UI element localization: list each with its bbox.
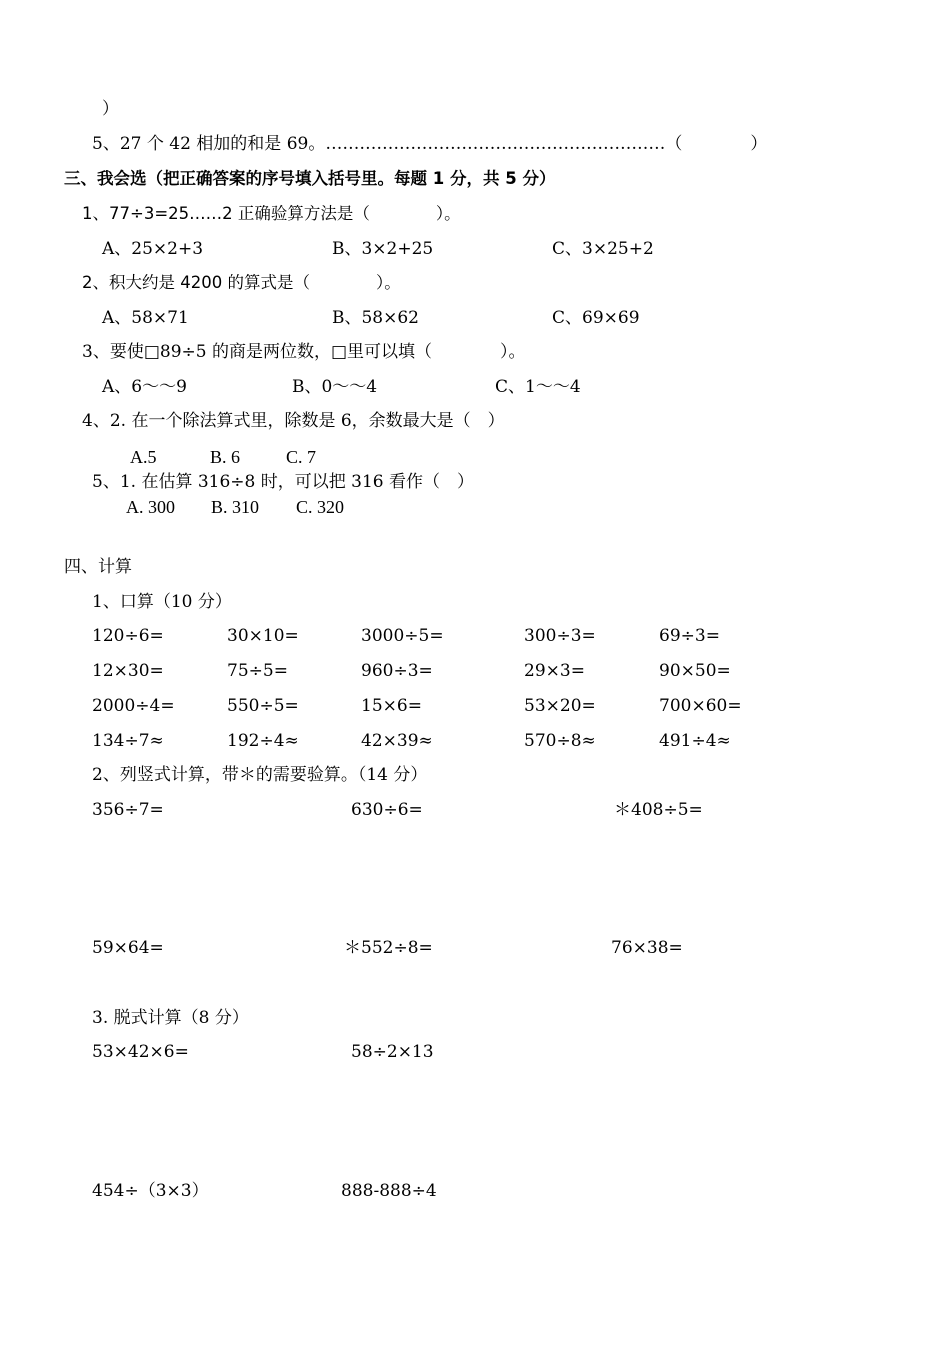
stepwise-calc-title: 3. 脱式计算（8 分） [92, 1008, 249, 1028]
q5-text: 在估算 316÷8 时，可以把 316 看作（ ） [141, 472, 475, 492]
stepwise-item: 454÷（3×3） [92, 1181, 209, 1201]
oral-item: 700×60= [659, 696, 742, 716]
oral-item: 69÷3= [659, 626, 720, 646]
oral-item: 12×30= [92, 661, 164, 681]
section4-heading: 四、计算 [64, 557, 132, 577]
q4-prefix: 4、2. [82, 411, 127, 431]
q4-option-b: B. 6 [210, 447, 241, 467]
choice-question-3: 3、要使□89÷5 的商是两位数，□里可以填（ ）。 [82, 342, 526, 362]
oral-item: 300÷3= [524, 626, 596, 646]
oral-item: 42×39≈ [361, 731, 433, 751]
oral-item: 550÷5= [227, 696, 299, 716]
stepwise-item: 888-888÷4 [341, 1181, 437, 1201]
vertical-item: 59×64= [92, 938, 164, 958]
stepwise-item: 53×42×6= [92, 1042, 189, 1062]
oral-item: 570÷8≈ [524, 731, 596, 751]
oral-item: 30×10= [227, 626, 299, 646]
oral-item: 2000÷4= [92, 696, 175, 716]
oral-item: 491÷4≈ [659, 731, 731, 751]
paren-fragment: ） [102, 99, 119, 119]
vertical-item: 630÷6= [351, 800, 423, 820]
vertical-item: 76×38= [611, 938, 683, 958]
q4-option-a: A.5 [130, 447, 157, 467]
q3-option-b: B、0～～4 [292, 377, 378, 397]
oral-item: 75÷5= [227, 661, 288, 681]
vertical-item: ＊552÷8= [344, 938, 433, 958]
oral-calc-title: 1、口算（10 分） [92, 592, 232, 612]
q4-option-c: C. 7 [286, 447, 317, 467]
q1-option-b: B、3×2+25 [332, 239, 434, 259]
q2-option-b: B、58×62 [332, 308, 420, 328]
oral-item: 29×3= [524, 661, 585, 681]
q1-option-a: A、25×2+3 [102, 239, 204, 259]
q4-text: 在一个除法算式里，除数是 6，余数最大是（ ） [131, 411, 505, 431]
section3-heading: 三、我会选（把正确答案的序号填入括号里。每题 1 分，共 5 分） [64, 169, 556, 188]
oral-item: 960÷3= [361, 661, 433, 681]
choice-question-1: 1、77÷3=25……2 正确验算方法是（ ）。 [82, 204, 461, 223]
q5-prefix: 5、1. [92, 472, 137, 492]
q5-option-c: C. 320 [296, 497, 345, 517]
q3-option-c: C、1～～4 [495, 377, 581, 397]
oral-item: 15×6= [361, 696, 422, 716]
oral-item: 120÷6= [92, 626, 164, 646]
oral-item: 192÷4≈ [227, 731, 299, 751]
choice-question-2: 2、积大约是 4200 的算式是（ ）。 [82, 273, 401, 292]
oral-item: 53×20= [524, 696, 596, 716]
q2-option-c: C、69×69 [552, 308, 640, 328]
vertical-item: 356÷7= [92, 800, 164, 820]
q3-option-a: A、6～～9 [102, 377, 187, 397]
q5-option-b: B. 310 [211, 497, 260, 517]
vertical-calc-title: 2、列竖式计算，带＊的需要验算。（14 分） [92, 765, 428, 785]
q5-option-a: A. 300 [126, 497, 175, 517]
oral-item: 134÷7≈ [92, 731, 164, 751]
oral-item: 3000÷5= [361, 626, 444, 646]
q1-option-c: C、3×25+2 [552, 239, 654, 259]
q2-option-a: A、58×71 [102, 308, 189, 328]
oral-item: 90×50= [659, 661, 731, 681]
choice-question-4 [82, 411, 505, 431]
vertical-item: ＊408÷5= [614, 800, 703, 820]
judge-question-5: 5、27 个 42 相加的和是 69。……………………………………………………（ ） [92, 134, 768, 154]
choice-question-5 [92, 472, 474, 492]
stepwise-item: 58÷2×13 [351, 1042, 434, 1062]
